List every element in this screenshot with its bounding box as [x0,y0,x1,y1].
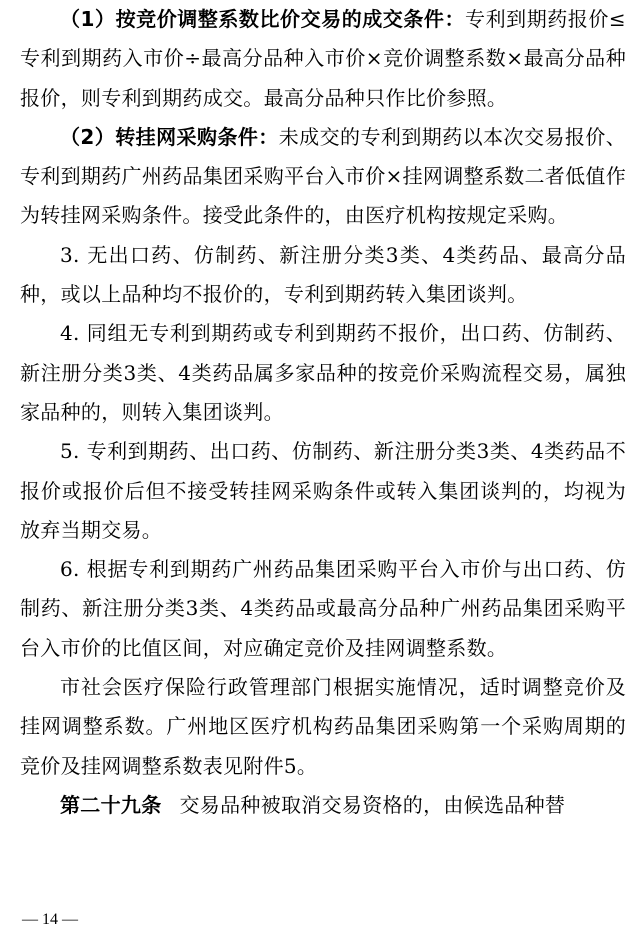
paragraph-2 [20,118,626,236]
paragraph-5-text: 5. 专利到期药、出口药、仿制药、新注册分类3类、4类药品不报价或报价后但不接受转挂网采购条件或转入集团谈判的，均视为放弃当期交易。 [20,439,626,542]
paragraph-4 [20,314,626,432]
paragraph-2-heading: （2）转挂网采购条件： [60,124,279,149]
paragraph-1 [20,0,626,118]
article-29 [20,786,626,825]
paragraph-1-heading: （1）按竞价调整系数比价交易的成交条件： [60,7,466,31]
page-number: — 14 — [22,911,78,928]
document-page [20,0,626,825]
paragraph-7-text: 市社会医疗保险行政管理部门根据实施情况，适时调整竞价及挂网调整系数。广州地区医疗机构药品集团采购第一个采购周期的竞价及挂网调整系数表见附件5。 [20,675,626,778]
paragraph-7 [20,668,626,786]
paragraph-6-text: 6. 根据专利到期药广州药品集团采购平台入市价与出口药、仿制药、新注册分类3类、4类药品或最高分品种广州药品集团采购平台入市价的比值区间，对应确定竞价及挂网调整系数。 [20,557,626,660]
paragraph-6 [20,550,626,668]
paragraph-2-text: 未成交的专利到期药以本次交易报价、专利到期药广州药品集团采购平台入市价×挂网调整系数二者低值作为转挂网采购条件。接受此条件的，由医疗机构按规定采购。 [20,124,626,228]
article-number: 第二十九条 [60,792,162,817]
paragraph-4-text: 4. 同组无专利到期药或专利到期药不报价，出口药、仿制药、新注册分类3类、4类药品属多家品种的按竞价采购流程交易，属独家品种的，则转入集团谈判。 [20,321,626,424]
paragraph-3 [20,236,626,315]
paragraph-1-text: 专利到期药报价≤专利到期药入市价÷最高分品种入市价×竞价调整系数×最高分品种报价，则专利到期药成交。最高分品种只作比价参照。 [20,7,626,110]
paragraph-5 [20,432,626,550]
article-text: 交易品种被取消交易资格的，由候选品种替 [179,792,566,817]
paragraph-3-text: 3. 无出口药、仿制药、新注册分类3类、4类药品、最高分品种，或以上品种均不报价的，专利到期药转入集团谈判。 [20,242,626,307]
